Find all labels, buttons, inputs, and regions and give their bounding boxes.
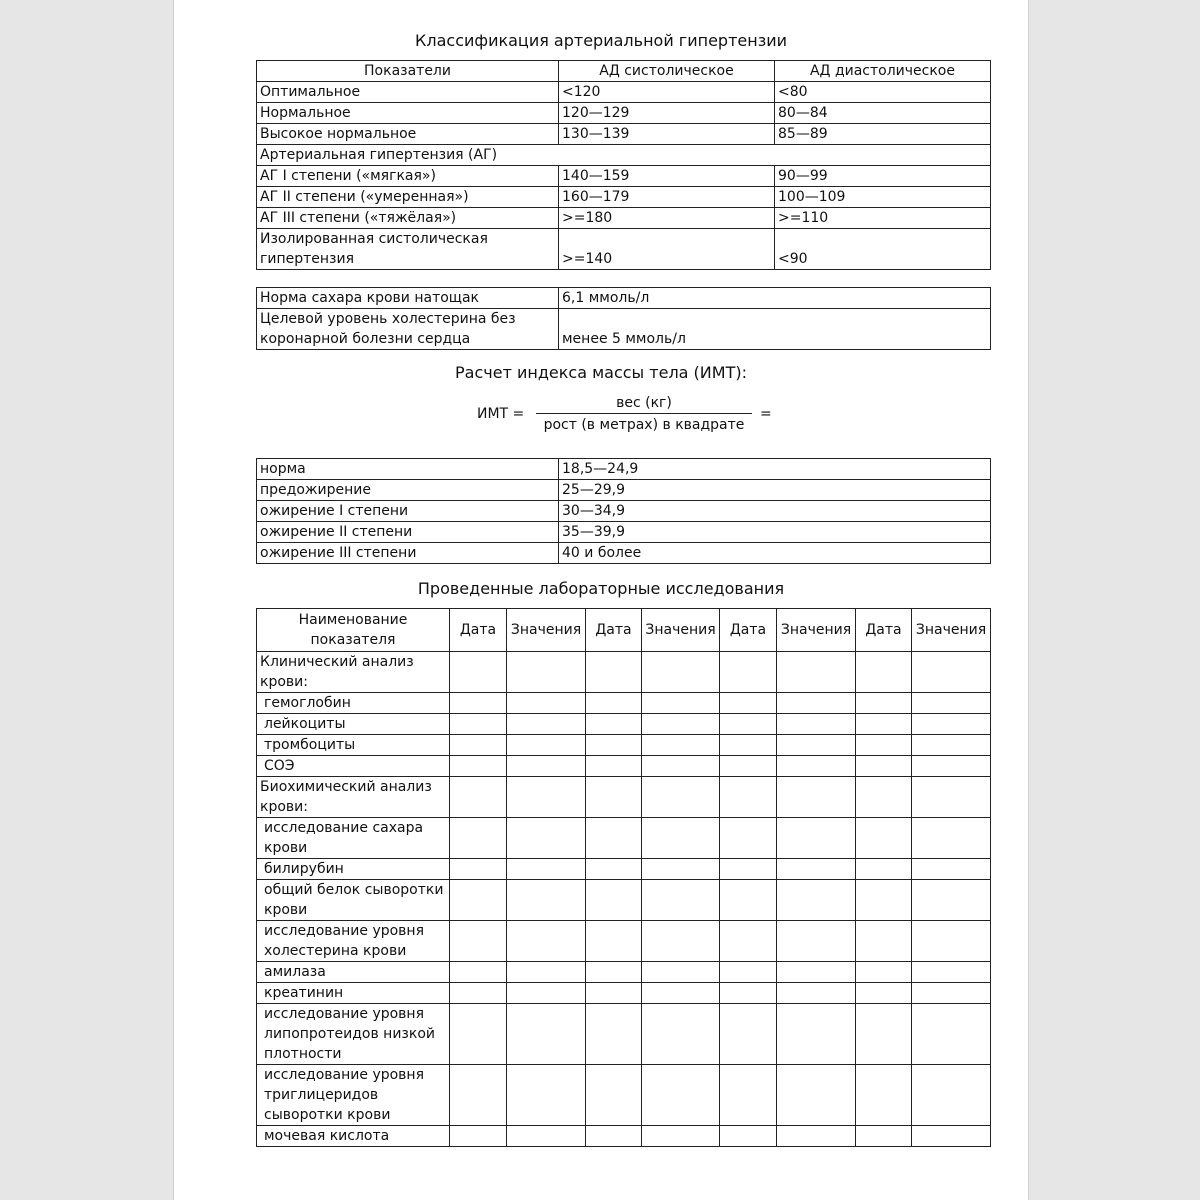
table-cell: 90—99 (775, 166, 991, 187)
empty-entry-cell (720, 693, 777, 714)
empty-entry-cell (450, 983, 507, 1004)
empty-entry-cell (777, 735, 856, 756)
lab-indicator-name: Биохимический анализ крови: (257, 777, 450, 818)
document-page (173, 0, 1029, 1200)
table-row (257, 983, 991, 1004)
empty-entry-cell (586, 818, 642, 859)
empty-entry-cell (856, 983, 912, 1004)
table-row (257, 288, 991, 309)
empty-entry-cell (507, 1065, 586, 1126)
empty-entry-cell (507, 735, 586, 756)
lab-indicator-name: мочевая кислота (257, 1126, 450, 1147)
empty-entry-cell (912, 735, 991, 756)
table-row (257, 777, 991, 818)
lab-indicator-name: тромбоциты (257, 735, 450, 756)
empty-entry-cell (912, 756, 991, 777)
empty-entry-cell (720, 714, 777, 735)
empty-entry-cell (856, 1004, 912, 1065)
empty-entry-cell (586, 880, 642, 921)
lab-title: Проведенные лабораторные исследования (417, 579, 785, 598)
empty-entry-cell (777, 1065, 856, 1126)
empty-entry-cell (642, 652, 720, 693)
column-header: АД диастолическое (775, 61, 991, 82)
lab-table (256, 608, 991, 1147)
empty-entry-cell (777, 714, 856, 735)
empty-entry-cell (507, 1126, 586, 1147)
table-header-row (257, 609, 991, 652)
empty-entry-cell (856, 962, 912, 983)
table-header-row (257, 61, 991, 82)
table-row (257, 962, 991, 983)
table-cell: 100—109 (775, 187, 991, 208)
empty-entry-cell (450, 818, 507, 859)
bmi-rhs: = (760, 406, 772, 422)
table-cell: 18,5—24,9 (559, 459, 991, 480)
empty-entry-cell (856, 880, 912, 921)
empty-entry-cell (720, 859, 777, 880)
empty-entry-cell (912, 921, 991, 962)
empty-entry-cell (642, 1004, 720, 1065)
table-cell: >=140 (559, 229, 775, 270)
empty-entry-cell (856, 777, 912, 818)
bmi-lhs: ИМТ = (477, 406, 525, 422)
table-cell: ожирение I степени (257, 501, 559, 522)
table-cell: <80 (775, 82, 991, 103)
empty-entry-cell (450, 652, 507, 693)
empty-entry-cell (856, 818, 912, 859)
lab-indicator-name: Клинический анализ крови: (257, 652, 450, 693)
empty-entry-cell (777, 1126, 856, 1147)
table-cell: 6,1 ммоль/л (559, 288, 991, 309)
empty-entry-cell (912, 1126, 991, 1147)
empty-entry-cell (642, 962, 720, 983)
empty-entry-cell (586, 756, 642, 777)
empty-entry-cell (777, 983, 856, 1004)
empty-entry-cell (450, 756, 507, 777)
empty-entry-cell (777, 880, 856, 921)
table-row (257, 82, 991, 103)
lab-indicator-name: общий белок сыворотки крови (257, 880, 450, 921)
empty-entry-cell (507, 818, 586, 859)
empty-entry-cell (856, 859, 912, 880)
table-row (257, 229, 991, 270)
table-cell: 140—159 (559, 166, 775, 187)
empty-entry-cell (912, 693, 991, 714)
empty-entry-cell (642, 921, 720, 962)
empty-entry-cell (720, 818, 777, 859)
lab-indicator-name: лейкоциты (257, 714, 450, 735)
table-row (257, 124, 991, 145)
empty-entry-cell (912, 714, 991, 735)
lab-indicator-name: исследование уровня триглицеридов сыворотки крови (257, 1065, 450, 1126)
table-row (257, 145, 991, 166)
empty-entry-cell (450, 714, 507, 735)
empty-entry-cell (912, 859, 991, 880)
table-row (257, 693, 991, 714)
empty-entry-cell (642, 983, 720, 1004)
empty-entry-cell (912, 962, 991, 983)
table-cell: АГ II степени («умеренная») (257, 187, 559, 208)
lab-indicator-name: билирубин (257, 859, 450, 880)
table-cell: 35—39,9 (559, 522, 991, 543)
empty-entry-cell (720, 1126, 777, 1147)
empty-entry-cell (777, 921, 856, 962)
empty-entry-cell (586, 962, 642, 983)
table-cell: >=180 (559, 208, 775, 229)
empty-entry-cell (856, 1126, 912, 1147)
table-row (257, 756, 991, 777)
table-cell: >=110 (775, 208, 991, 229)
empty-entry-cell (912, 777, 991, 818)
table-cell: АГ I степени («мягкая») (257, 166, 559, 187)
table-row (257, 714, 991, 735)
table-cell: менее 5 ммоль/л (559, 309, 991, 350)
empty-entry-cell (507, 880, 586, 921)
empty-entry-cell (507, 777, 586, 818)
table-cell: 40 и более (559, 543, 991, 564)
empty-entry-cell (642, 756, 720, 777)
column-header-value: Значения (777, 609, 856, 652)
empty-entry-cell (912, 880, 991, 921)
column-header-date: Дата (720, 609, 777, 652)
table-row (257, 543, 991, 564)
lab-indicator-name: исследование сахара крови (257, 818, 450, 859)
table-row (257, 208, 991, 229)
table-row (257, 921, 991, 962)
empty-entry-cell (720, 756, 777, 777)
empty-entry-cell (856, 735, 912, 756)
table-cell: 25—29,9 (559, 480, 991, 501)
empty-entry-cell (507, 983, 586, 1004)
empty-entry-cell (507, 859, 586, 880)
fraction-line (536, 413, 752, 414)
table-cell: АГ III степени («тяжёлая») (257, 208, 559, 229)
empty-entry-cell (507, 756, 586, 777)
empty-entry-cell (720, 880, 777, 921)
table-row (257, 1065, 991, 1126)
column-header-date: Дата (856, 609, 912, 652)
table-cell: 30—34,9 (559, 501, 991, 522)
lab-indicator-name: амилаза (257, 962, 450, 983)
empty-entry-cell (777, 652, 856, 693)
bmi-title: Расчет индекса массы тела (ИМТ): (455, 363, 747, 382)
bmi-numerator: вес (кг) (616, 395, 672, 411)
table-cell: предожирение (257, 480, 559, 501)
empty-entry-cell (912, 983, 991, 1004)
empty-entry-cell (586, 983, 642, 1004)
table-row (257, 522, 991, 543)
column-header: Показатели (257, 61, 559, 82)
empty-entry-cell (777, 756, 856, 777)
table-cell: <90 (775, 229, 991, 270)
table-cell: Оптимальное (257, 82, 559, 103)
lab-indicator-name: СОЭ (257, 756, 450, 777)
empty-entry-cell (450, 1065, 507, 1126)
column-header-value: Значения (912, 609, 991, 652)
table-cell: Целевой уровень холестерина без коронарной болезни сердца (257, 309, 559, 350)
empty-entry-cell (720, 735, 777, 756)
empty-entry-cell (450, 735, 507, 756)
column-header-date: Дата (450, 609, 507, 652)
empty-entry-cell (450, 693, 507, 714)
lab-indicator-name: исследование уровня холестерина крови (257, 921, 450, 962)
bmi-denominator: рост (в метрах) в квадрате (543, 417, 745, 433)
empty-entry-cell (507, 1004, 586, 1065)
table-cell: 130—139 (559, 124, 775, 145)
hypertension-table (256, 60, 991, 270)
empty-entry-cell (586, 921, 642, 962)
table-row (257, 501, 991, 522)
empty-entry-cell (912, 1065, 991, 1126)
empty-entry-cell (720, 1065, 777, 1126)
empty-entry-cell (642, 1126, 720, 1147)
empty-entry-cell (450, 921, 507, 962)
empty-entry-cell (720, 921, 777, 962)
table-cell: Высокое нормальное (257, 124, 559, 145)
column-header: АД систолическое (559, 61, 775, 82)
table-row (257, 459, 991, 480)
bmi-table (256, 458, 991, 564)
column-header-value: Значения (507, 609, 586, 652)
empty-entry-cell (720, 1004, 777, 1065)
empty-entry-cell (507, 921, 586, 962)
empty-entry-cell (586, 1004, 642, 1065)
table-row (257, 880, 991, 921)
empty-entry-cell (586, 693, 642, 714)
empty-entry-cell (856, 921, 912, 962)
table-cell: Нормальное (257, 103, 559, 124)
column-header-value: Значения (642, 609, 720, 652)
empty-entry-cell (642, 693, 720, 714)
empty-entry-cell (507, 962, 586, 983)
table-row (257, 103, 991, 124)
empty-entry-cell (720, 777, 777, 818)
table-row (257, 652, 991, 693)
table-cell: <120 (559, 82, 775, 103)
table-row (257, 187, 991, 208)
empty-entry-cell (642, 777, 720, 818)
empty-entry-cell (856, 714, 912, 735)
table-row (257, 309, 991, 350)
lab-indicator-name: гемоглобин (257, 693, 450, 714)
table-row (257, 1004, 991, 1065)
table-cell: 160—179 (559, 187, 775, 208)
hypertension-title: Классификация артериальной гипертензии (415, 31, 787, 50)
empty-entry-cell (586, 735, 642, 756)
table-cell: 120—129 (559, 103, 775, 124)
empty-entry-cell (586, 859, 642, 880)
empty-entry-cell (777, 1004, 856, 1065)
lab-indicator-name: исследование уровня липопротеидов низкой плотности (257, 1004, 450, 1065)
column-header-date: Дата (586, 609, 642, 652)
empty-entry-cell (586, 714, 642, 735)
empty-entry-cell (642, 880, 720, 921)
table-row (257, 818, 991, 859)
empty-entry-cell (777, 962, 856, 983)
empty-entry-cell (586, 1065, 642, 1126)
table-cell: ожирение III степени (257, 543, 559, 564)
table-cell: норма (257, 459, 559, 480)
empty-entry-cell (586, 1126, 642, 1147)
empty-entry-cell (720, 652, 777, 693)
empty-entry-cell (720, 962, 777, 983)
empty-entry-cell (777, 777, 856, 818)
empty-entry-cell (450, 880, 507, 921)
table-row (257, 859, 991, 880)
empty-entry-cell (777, 693, 856, 714)
empty-entry-cell (450, 777, 507, 818)
lab-indicator-name: креатинин (257, 983, 450, 1004)
empty-entry-cell (642, 1065, 720, 1126)
empty-entry-cell (586, 652, 642, 693)
table-cell: ожирение II степени (257, 522, 559, 543)
table-cell: Изолированная систолическая гипертензия (257, 229, 559, 270)
table-cell: Норма сахара крови натощак (257, 288, 559, 309)
empty-entry-cell (720, 983, 777, 1004)
empty-entry-cell (912, 652, 991, 693)
empty-entry-cell (912, 1004, 991, 1065)
empty-entry-cell (507, 693, 586, 714)
column-header: Наименование показателя (257, 609, 450, 652)
empty-entry-cell (856, 652, 912, 693)
table-cell: 85—89 (775, 124, 991, 145)
empty-entry-cell (642, 859, 720, 880)
table-cell: 80—84 (775, 103, 991, 124)
norms-table (256, 287, 991, 350)
empty-entry-cell (856, 1065, 912, 1126)
table-row (257, 1126, 991, 1147)
empty-entry-cell (912, 818, 991, 859)
empty-entry-cell (856, 693, 912, 714)
empty-entry-cell (777, 818, 856, 859)
empty-entry-cell (507, 652, 586, 693)
table-row (257, 735, 991, 756)
table-row (257, 480, 991, 501)
empty-entry-cell (856, 756, 912, 777)
empty-entry-cell (586, 777, 642, 818)
empty-entry-cell (507, 714, 586, 735)
empty-entry-cell (450, 859, 507, 880)
empty-entry-cell (642, 818, 720, 859)
empty-entry-cell (450, 962, 507, 983)
empty-entry-cell (642, 735, 720, 756)
empty-entry-cell (777, 859, 856, 880)
section-cell: Артериальная гипертензия (АГ) (257, 145, 991, 166)
empty-entry-cell (642, 714, 720, 735)
empty-entry-cell (450, 1004, 507, 1065)
table-row (257, 166, 991, 187)
empty-entry-cell (450, 1126, 507, 1147)
